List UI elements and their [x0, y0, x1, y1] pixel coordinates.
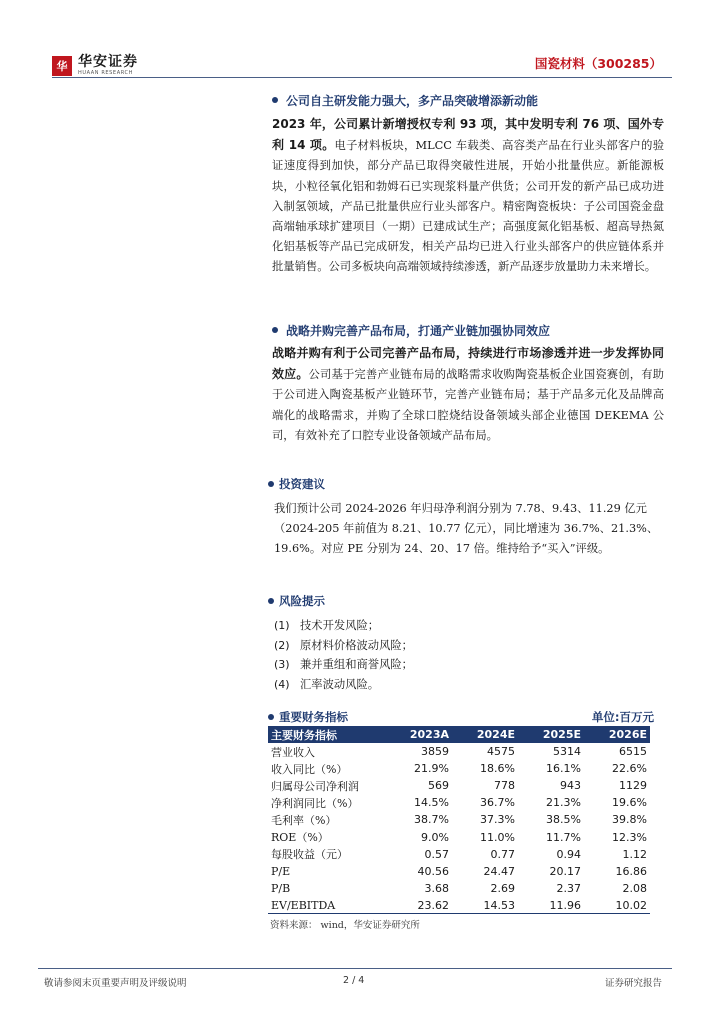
- table-row: ROE（%） 9.0% 11.0% 11.7% 12.3%: [271, 830, 647, 845]
- header-divider: [52, 77, 672, 78]
- risk-list: [268, 616, 660, 694]
- table-header-row: 主要财务指标 2023A 2024E 2025E 2026E: [268, 726, 650, 743]
- bullet-icon: [272, 327, 278, 333]
- table-row: EV/EBITDA 23.62 14.53 11.96 10.02: [268, 897, 650, 914]
- table-source: 资料来源： wind，华安证券研究所: [270, 920, 420, 932]
- risk-title: 风险提示: [268, 592, 660, 610]
- invest-body: 我们预计公司 2024-2026 年归母净利润分别为 7.78、9.43、11.29 亿元（2024-205 年前值为 8.21、10.77 亿元），同比增速为 36.7%、21.3%、19.6%。对应 PE 分别为 24、20、17 倍。维持给予“买入”评级。: [274, 502, 659, 556]
- table-row: P/E 40.56 24.47 20.17 16.86: [271, 864, 647, 878]
- section-risk: [268, 592, 660, 694]
- footer-divider: [38, 968, 672, 969]
- section-invest: [268, 475, 660, 560]
- table-row: P/B 3.68 2.69 2.37 2.08: [271, 881, 647, 895]
- table-title: 重要财务指标: [268, 708, 348, 726]
- section-body-mna: 战略并购有利于公司完善产品布局，持续进行市场渗透并进一步发挥协同效应。公司基于完善产业链布局的战略需求收购陶瓷基板企业国瓷赛创，有助于公司进入陶瓷基板产业链环节，完善产业链布局；基于产品多元化及品牌高端化的战略需求，并购了全球口腔烧结设备领域头部企业德国 DEKEMA 公司，有效补充了口腔专业设备领域产品布局。: [272, 346, 664, 442]
- section-title-rd: 公司自主研发能力强大，多产品突破增添新动能: [272, 90, 664, 110]
- section-body-rd: 2023 年，公司累计新增授权专利 93 项，其中发明专利 76 项、国外专利 14 项。电子材料板块，MLCC 车载类、高容类产品在行业头部客户的验证速度得到加快，部分产品已取得突破性进展，开始小批量供应。新能源板块，小粒径氧化铝和勃姆石已实现浆料量产供货；公司开发的新产品已成功进入制氢领域，产品已批量供应行业头部客户。精密陶瓷板块：子公司国瓷金盘高端轴承球扩建项目（一期）已建成试生产；高强度氮化铝基板、超高导热氮化铝基板等产品已完成研发，相关产品均已进入行业头部客户的供应链体系并批量销售。公司多板块向高端领域持续渗透，新产品逐步放量助力未来增长。: [272, 117, 664, 274]
- logo-seal-icon: 华: [52, 56, 72, 76]
- table-row: 营业收入 3859 4575 5314 6515: [271, 745, 647, 759]
- bullet-icon: [268, 714, 274, 720]
- footer-report-type: 证券研究报告: [604, 978, 662, 989]
- company-logo: [52, 54, 138, 77]
- table-row: 收入同比（%） 21.9% 18.6% 16.1% 22.6%: [271, 762, 647, 776]
- section-financials: [268, 708, 654, 931]
- table-row: 每股收益（元） 0.57 0.77 0.94 1.12: [271, 847, 647, 862]
- section-mna: [272, 320, 664, 446]
- section-title-mna: 战略并购完善产品布局，打通产业链加强协同效应: [272, 320, 664, 340]
- page-number: 2 / 4: [343, 975, 365, 986]
- logo-name: 华安证券: [78, 54, 138, 70]
- bullet-icon: [268, 481, 274, 487]
- table-row: 毛利率（%） 38.7% 37.3% 38.5% 39.8%: [271, 813, 647, 827]
- section-rd: [272, 90, 664, 278]
- financial-table: [268, 726, 650, 914]
- table-unit: 单位:百万元: [591, 710, 654, 724]
- list-item: (4) 汇率波动风险。: [274, 677, 380, 691]
- list-item: (1) 技术开发风险；: [274, 619, 380, 632]
- list-item: (2) 原材料价格波动风险；: [274, 638, 413, 652]
- report-tag: 国瓷材料（300285）: [534, 56, 662, 71]
- page-header: [0, 0, 724, 90]
- bullet-icon: [272, 97, 278, 103]
- bullet-icon: [268, 598, 274, 604]
- footer-disclaimer: 敬请参阅末页重要声明及评级说明: [44, 978, 187, 989]
- invest-title: 投资建议: [268, 475, 660, 493]
- logo-english: HUAAN RESEARCH: [78, 70, 133, 76]
- list-item: (3) 兼并重组和商誉风险；: [274, 658, 413, 671]
- table-row: 归属母公司净利润 569 778 943 1129: [271, 779, 647, 793]
- table-row: 净利润同比（%） 14.5% 36.7% 21.3% 19.6%: [271, 796, 647, 810]
